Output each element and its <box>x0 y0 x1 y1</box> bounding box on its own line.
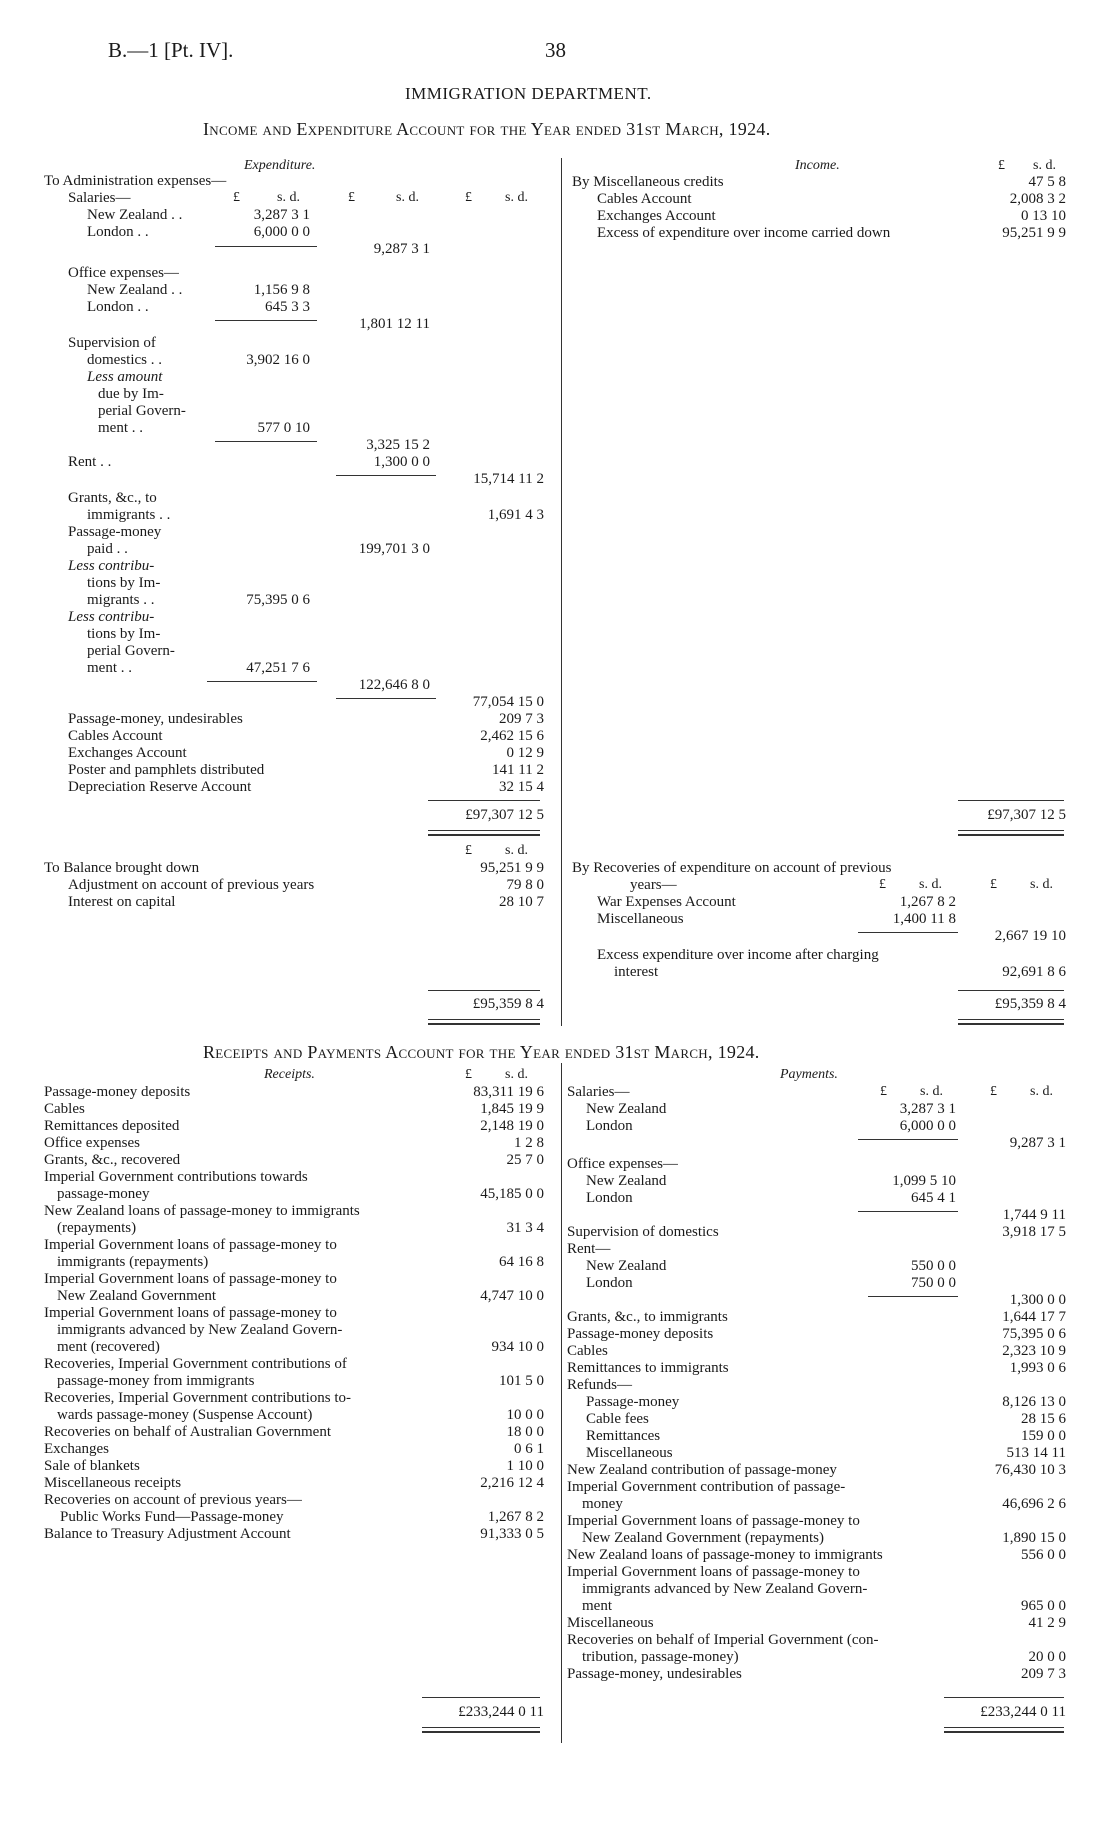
col-sd: s. d. <box>1030 1084 1053 1099</box>
expenditure-line-label: Poster and pamphlets distributed <box>68 762 265 778</box>
payment-sal-london-label: London <box>586 1118 633 1134</box>
income-line-value: 0 13 10 <box>1021 208 1066 224</box>
receipt-value: 1,845 19 9 <box>480 1101 544 1117</box>
payment-imperial-loans-label-2: New Zealand Government (repayments) <box>582 1530 824 1546</box>
total-rule <box>958 800 1064 801</box>
payment-misc-value: 41 2 9 <box>1028 1615 1066 1631</box>
receipt-label-cont: New Zealand Government <box>57 1288 217 1304</box>
payment-rent-london-label: London <box>586 1275 633 1291</box>
income-total: £97,307 12 5 <box>987 807 1066 823</box>
receipt-value: 934 10 0 <box>491 1339 544 1355</box>
office-nz-value: 1,156 9 8 <box>253 282 310 298</box>
col-pound: £ <box>348 190 355 205</box>
col-sd: s. d. <box>920 1084 943 1099</box>
receipt-value: 1 2 8 <box>514 1135 544 1151</box>
less-amount-label-4: ment . . <box>98 420 143 436</box>
less-contributions-label: Less contribu- <box>68 609 155 625</box>
refund-label: Cable fees <box>586 1411 649 1427</box>
payment-imperial-advanced-label: Imperial Government loans of passage-money to <box>567 1564 860 1580</box>
passage-money-label-2: paid . . <box>87 541 128 557</box>
receipt-label: Cables <box>44 1101 85 1117</box>
receipt-label-cont: passage-money from immigrants <box>57 1373 255 1389</box>
income-line-label: Cables Account <box>597 191 692 207</box>
recoveries-label-2: years— <box>630 877 677 893</box>
payment-refunds-label: Refunds— <box>567 1377 632 1393</box>
misc-value: 1,400 11 8 <box>892 911 956 927</box>
salaries-london-label: London . . <box>87 224 149 240</box>
column-divider <box>561 158 562 1026</box>
payment-supervision-label: Supervision of domestics <box>567 1224 719 1240</box>
receipts-heading: Receipts. <box>264 1067 315 1082</box>
refund-label: Remittances <box>586 1428 661 1444</box>
income-line-label: By Miscellaneous credits <box>572 174 724 190</box>
receipt-label: Recoveries, Imperial Government contributions of <box>44 1356 347 1372</box>
payment-office-london-value: 645 4 1 <box>911 1190 956 1206</box>
office-london-label: London . . <box>87 299 149 315</box>
income-line-value: 2,008 3 2 <box>1009 191 1066 207</box>
receipt-value: 10 0 0 <box>506 1407 544 1423</box>
payment-nz-loans-label: New Zealand loans of passage-money to immigrants <box>567 1547 883 1563</box>
balance-line-value: 79 8 0 <box>506 877 544 893</box>
subtotal-rule <box>858 1211 958 1212</box>
expenditure-line-label: Exchanges Account <box>68 745 187 761</box>
payment-imperial-loans-value: 1,890 15 0 <box>1002 1530 1066 1546</box>
receipt-label-cont: passage-money <box>57 1186 150 1202</box>
payment-undesirables-label: Passage-money, undesirables <box>567 1666 742 1682</box>
refund-value: 513 14 11 <box>1006 1445 1066 1461</box>
receipt-label: Imperial Government loans of passage-money to <box>44 1237 337 1253</box>
receipt-label: Remittances deposited <box>44 1118 180 1134</box>
payment-office-total: 1,744 9 11 <box>1002 1207 1066 1223</box>
payment-rent-nz-value: 550 0 0 <box>911 1258 956 1274</box>
excess-label-2: interest <box>614 964 659 980</box>
payment-label: Cables <box>567 1343 608 1359</box>
receipt-value: 1,267 8 2 <box>487 1509 544 1525</box>
less-contributions-label-2: tions by Im- <box>87 575 161 591</box>
salaries-nz-label: New Zealand . . <box>87 207 183 223</box>
receipt-value: 2,216 12 4 <box>480 1475 544 1491</box>
administration-label: To Administration expenses— <box>44 173 227 189</box>
total-rule <box>958 990 1064 991</box>
supervision-label: Supervision of <box>68 335 156 351</box>
refund-label: Miscellaneous <box>586 1445 673 1461</box>
supervision-net: 3,325 15 2 <box>366 437 430 453</box>
less-amount-label: Less amount <box>87 369 163 385</box>
less-amount-label-3: perial Govern- <box>98 403 186 419</box>
col-sd: s. d. <box>1030 877 1053 892</box>
receipt-value: 83,311 19 6 <box>473 1084 544 1100</box>
payment-office-london-label: London <box>586 1190 633 1206</box>
receipt-label: Recoveries on account of previous years— <box>44 1492 302 1508</box>
receipt-value: 91,333 0 5 <box>480 1526 544 1542</box>
payment-office-label: Office expenses— <box>567 1156 678 1172</box>
payment-undesirables-value: 209 7 3 <box>1021 1666 1066 1682</box>
receipt-label-cont: immigrants (repayments) <box>57 1254 209 1270</box>
payment-value: 2,323 10 9 <box>1002 1343 1066 1359</box>
office-nz-label: New Zealand . . <box>87 282 183 298</box>
total-rule <box>422 1697 540 1698</box>
col-sd: s. d. <box>505 843 528 858</box>
payment-nz-contribution-label: New Zealand contribution of passage-money <box>567 1462 837 1478</box>
subtotal-rule <box>215 441 317 442</box>
double-rule <box>428 830 540 836</box>
col-sd: s. d. <box>1033 158 1056 173</box>
passage-money-value: 199,701 3 0 <box>358 541 430 557</box>
less-contributions-value: 75,395 0 6 <box>246 592 310 608</box>
total-rule <box>428 990 540 991</box>
receipt-label: Imperial Government contributions towards <box>44 1169 308 1185</box>
receipt-label: Sale of blankets <box>44 1458 140 1474</box>
income-heading: Income. <box>795 158 840 173</box>
receipt-value: 0 6 1 <box>514 1441 544 1457</box>
balance-line-value: 95,251 9 9 <box>480 860 544 876</box>
subtotal-rule <box>336 698 436 699</box>
balance-line-label: Adjustment on account of previous years <box>68 877 315 893</box>
office-london-value: 645 3 3 <box>265 299 310 315</box>
expenditure-line-label: Depreciation Reserve Account <box>68 779 252 795</box>
supervision-value: 3,902 16 0 <box>246 352 310 368</box>
subtotal-rule <box>858 1139 958 1140</box>
subtotal-rule <box>858 932 958 933</box>
less-contributions-label-3: migrants . . <box>87 592 155 608</box>
payment-label: Passage-money deposits <box>567 1326 714 1342</box>
page-number: 38 <box>545 38 566 62</box>
receipt-label: Miscellaneous receipts <box>44 1475 182 1491</box>
payment-imperial-loans-label: Imperial Government loans of passage-money to <box>567 1513 860 1529</box>
receipt-value: 18 0 0 <box>506 1424 544 1440</box>
recoveries-total: 2,667 19 10 <box>994 928 1066 944</box>
total-rule <box>944 1697 1064 1698</box>
receipt-value: 25 7 0 <box>506 1152 544 1168</box>
col-sd: s. d. <box>505 1067 528 1082</box>
col-pound: £ <box>465 843 472 858</box>
receipt-label: Balance to Treasury Adjustment Account <box>44 1526 291 1542</box>
col-sd: s. d. <box>277 190 300 205</box>
col-pound: £ <box>465 1067 472 1082</box>
less-contributions-label-2: tions by Im- <box>87 626 161 642</box>
col-pound: £ <box>465 190 472 205</box>
payment-imperial-contribution-label: Imperial Government contribution of passage- <box>567 1479 846 1495</box>
col-sd: s. d. <box>505 190 528 205</box>
payment-sal-london-value: 6,000 0 0 <box>899 1118 956 1134</box>
expenditure-line-label: Passage-money, undesirables <box>68 711 243 727</box>
balance-right-total: £95,359 8 4 <box>994 996 1066 1012</box>
payment-sal-nz-value: 3,287 3 1 <box>899 1101 956 1117</box>
recoveries-label: By Recoveries of expenditure on account of previous <box>572 860 892 876</box>
receipt-label: Passage-money deposits <box>44 1084 191 1100</box>
salaries-label: Salaries— <box>68 190 131 206</box>
double-rule <box>958 830 1064 836</box>
payment-rent-nz-label: New Zealand <box>586 1258 667 1274</box>
receipt-label: Imperial Government loans of passage-money to <box>44 1271 337 1287</box>
double-rule <box>422 1727 540 1733</box>
salaries-nz-value: 3,287 3 1 <box>253 207 310 223</box>
subtotal-rule <box>215 246 317 247</box>
supervision-label-2: domestics . . <box>87 352 162 368</box>
receipt-label-cont: Public Works Fund—Passage-money <box>60 1509 284 1525</box>
office-expenses-label: Office expenses— <box>68 265 179 281</box>
balance-left-total: £95,359 8 4 <box>472 996 544 1012</box>
refund-value: 28 15 6 <box>1021 1411 1066 1427</box>
balance-line-label: Interest on capital <box>68 894 176 910</box>
receipt-value: 101 5 0 <box>499 1373 544 1389</box>
payment-recoveries-label-2: tribution, passage-money) <box>582 1649 739 1665</box>
payment-label: Remittances to immigrants <box>567 1360 729 1376</box>
subtotal-rule <box>215 320 317 321</box>
payment-value: 1,644 17 7 <box>1002 1309 1066 1325</box>
excess-label: Excess expenditure over income after charging <box>597 947 879 963</box>
payment-imperial-advanced-value: 965 0 0 <box>1021 1598 1066 1614</box>
receipt-label: New Zealand loans of passage-money to immigrants <box>44 1203 360 1219</box>
payment-salaries-total: 9,287 3 1 <box>1009 1135 1066 1151</box>
col-pound: £ <box>233 190 240 205</box>
income-line-label: Excess of expenditure over income carried down <box>597 225 891 241</box>
col-pound: £ <box>879 877 886 892</box>
income-line-value: 95,251 9 9 <box>1002 225 1066 241</box>
expenditure-line-value: 209 7 3 <box>499 711 544 727</box>
col-sd: s. d. <box>396 190 419 205</box>
payment-recoveries-value: 20 0 0 <box>1028 1649 1066 1665</box>
payment-nz-contribution-value: 76,430 10 3 <box>994 1462 1066 1478</box>
payment-imperial-contribution-label-2: money <box>582 1496 623 1512</box>
payment-rent-label: Rent— <box>567 1241 611 1257</box>
payment-imperial-contribution-value: 46,696 2 6 <box>1002 1496 1066 1512</box>
rent-label: Rent . . <box>68 454 112 470</box>
payment-rent-london-value: 750 0 0 <box>911 1275 956 1291</box>
refund-value: 8,126 13 0 <box>1002 1394 1066 1410</box>
payment-rent-total: 1,300 0 0 <box>1009 1292 1066 1308</box>
balance-line-value: 28 10 7 <box>499 894 544 910</box>
expenditure-total: £97,307 12 5 <box>465 807 544 823</box>
excess-value: 92,691 8 6 <box>1002 964 1066 980</box>
less-contributions-value-2: 47,251 7 6 <box>246 660 310 676</box>
misc-label: Miscellaneous <box>597 911 684 927</box>
payment-supervision-value: 3,918 17 5 <box>1002 1224 1066 1240</box>
office-total: 1,801 12 11 <box>359 316 430 332</box>
payment-sal-nz-label: New Zealand <box>586 1101 667 1117</box>
expenditure-line-value: 0 12 9 <box>506 745 544 761</box>
payment-imperial-advanced-label-2: immigrants advanced by New Zealand Govern- <box>582 1581 868 1597</box>
total-rule <box>428 800 540 801</box>
col-pound: £ <box>998 158 1005 173</box>
expenditure-line-value: 32 15 4 <box>499 779 544 795</box>
receipt-label: Exchanges <box>44 1441 109 1457</box>
document-reference: B.—1 [Pt. IV]. <box>108 38 234 62</box>
less-contributions-label: Less contribu- <box>68 558 155 574</box>
department-title: IMMIGRATION DEPARTMENT. <box>405 84 652 103</box>
double-rule <box>958 1019 1064 1025</box>
less-amount-value: 577 0 10 <box>257 420 310 436</box>
income-line-value: 47 5 8 <box>1028 174 1066 190</box>
receipt-value: 31 3 4 <box>506 1220 544 1236</box>
contributions-total: 122,646 8 0 <box>358 677 430 693</box>
payment-imperial-advanced-label-3: ment <box>582 1598 612 1614</box>
war-expenses-value: 1,267 8 2 <box>899 894 956 910</box>
payment-value: 75,395 0 6 <box>1002 1326 1066 1342</box>
payment-office-nz-label: New Zealand <box>586 1173 667 1189</box>
payment-misc-label: Miscellaneous <box>567 1615 654 1631</box>
less-amount-label-2: due by Im- <box>98 386 164 402</box>
double-rule <box>944 1727 1064 1733</box>
double-rule <box>428 1019 540 1025</box>
receipt-label-cont: wards passage-money (Suspense Account) <box>57 1407 313 1423</box>
receipt-label: Imperial Government loans of passage-money to <box>44 1305 337 1321</box>
receipt-value: 64 16 8 <box>499 1254 544 1270</box>
receipt-value: 4,747 10 0 <box>480 1288 544 1304</box>
balance-line-label: To Balance brought down <box>44 860 200 876</box>
expenditure-line-value: 141 11 2 <box>492 762 544 778</box>
income-expenditure-title: Income and Expenditure Account for the Year ended 31st March, 1924. <box>203 119 771 139</box>
payment-label: Grants, &c., to immigrants <box>567 1309 728 1325</box>
col-pound: £ <box>880 1084 887 1099</box>
payment-salaries-label: Salaries— <box>567 1084 630 1100</box>
expenditure-line-value: 2,462 15 6 <box>480 728 544 744</box>
receipt-value: 1 10 0 <box>506 1458 544 1474</box>
passage-money-net: 77,054 15 0 <box>472 694 544 710</box>
payment-value: 1,993 0 6 <box>1009 1360 1066 1376</box>
receipt-label: Grants, &c., recovered <box>44 1152 181 1168</box>
payments-heading: Payments. <box>780 1067 838 1082</box>
salaries-total: 9,287 3 1 <box>373 241 430 257</box>
payment-office-nz-value: 1,099 5 10 <box>892 1173 956 1189</box>
payments-total: £233,244 0 11 <box>980 1704 1066 1720</box>
expenditure-line-label: Cables Account <box>68 728 163 744</box>
expenditure-heading: Expenditure. <box>244 158 316 173</box>
receipt-label-cont: immigrants advanced by New Zealand Govern- <box>57 1322 343 1338</box>
col-pound: £ <box>990 1084 997 1099</box>
receipt-label: Recoveries, Imperial Government contributions to- <box>44 1390 351 1406</box>
grants-value: 1,691 4 3 <box>487 507 544 523</box>
payment-recoveries-label: Recoveries on behalf of Imperial Government (con- <box>567 1632 879 1648</box>
receipt-label: Recoveries on behalf of Australian Government <box>44 1424 331 1440</box>
income-line-label: Exchanges Account <box>597 208 716 224</box>
grants-label-2: immigrants . . <box>87 507 171 523</box>
receipt-label-cont: ment (recovered) <box>57 1339 160 1355</box>
receipt-value: 2,148 19 0 <box>480 1118 544 1134</box>
less-contributions-label-4: ment . . <box>87 660 132 676</box>
receipts-total: £233,244 0 11 <box>458 1704 544 1720</box>
receipt-label-cont: (repayments) <box>57 1220 137 1236</box>
receipt-value: 45,185 0 0 <box>480 1186 544 1202</box>
receipt-label: Office expenses <box>44 1135 140 1151</box>
subtotal-rule <box>336 475 436 476</box>
salaries-london-value: 6,000 0 0 <box>253 224 310 240</box>
war-expenses-label: War Expenses Account <box>597 894 736 910</box>
subtotal-rule <box>868 1296 958 1297</box>
column-divider <box>561 1063 562 1743</box>
refund-label: Passage-money <box>586 1394 680 1410</box>
rent-value: 1,300 0 0 <box>373 454 430 470</box>
administration-total: 15,714 11 2 <box>473 471 544 487</box>
payment-nz-loans-value: 556 0 0 <box>1021 1547 1066 1563</box>
refund-value: 159 0 0 <box>1021 1428 1066 1444</box>
receipts-payments-title: Receipts and Payments Account for the Year ended 31st March, 1924. <box>203 1042 760 1062</box>
less-contributions-label-3: perial Govern- <box>87 643 175 659</box>
subtotal-rule <box>207 681 317 682</box>
col-sd: s. d. <box>919 877 942 892</box>
grants-label: Grants, &c., to <box>68 490 157 506</box>
col-pound: £ <box>990 877 997 892</box>
passage-money-label: Passage-money <box>68 524 162 540</box>
